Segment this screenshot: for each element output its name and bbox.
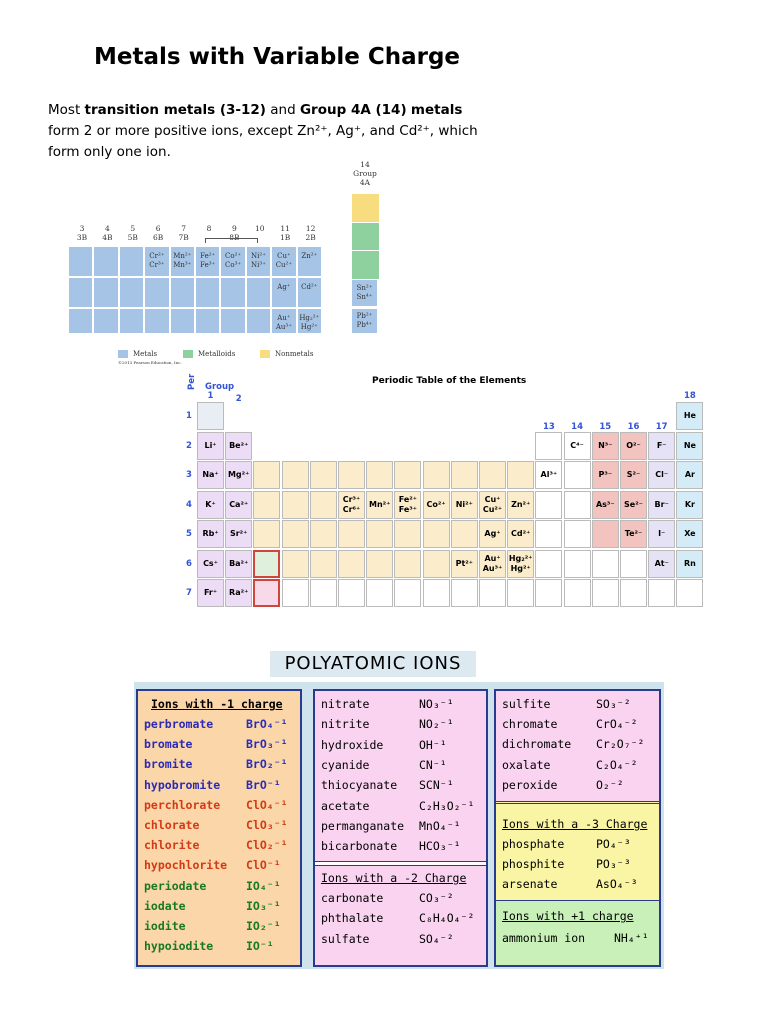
ion-formula: IO₃⁻¹ — [246, 898, 281, 913]
group-number: 18 — [683, 391, 696, 401]
element-f: F⁻ — [648, 432, 675, 460]
element-k: K⁺ — [197, 491, 224, 519]
ion-name: carbonate — [321, 891, 384, 905]
element-rn: Rn — [676, 550, 703, 578]
element-empty — [535, 491, 562, 519]
metal-cell — [170, 277, 195, 308]
ion-label-mn: Mn²⁺ Mn³⁺ — [173, 252, 192, 269]
intro-bold-2: Group 4A (14) — [299, 102, 407, 118]
ion-formula: OH⁻¹ — [419, 737, 447, 752]
group14-header-line: Group — [353, 169, 377, 178]
element-li: Li⁺ — [197, 432, 224, 460]
metal-cell — [195, 334, 220, 336]
ion-formula: ClO₃⁻¹ — [246, 818, 288, 832]
element-sr: Sr²⁺ — [225, 520, 252, 548]
element-na: Na⁺ — [197, 461, 224, 489]
element-cr: Cr³⁺ Cr⁶⁺ — [338, 491, 365, 519]
ion-formula: HCO₃⁻¹ — [419, 839, 461, 854]
element-empty — [564, 520, 591, 548]
group-number: 12 — [305, 224, 316, 233]
element-empty — [423, 520, 450, 548]
ion-formula: BrO₃⁻¹ — [246, 737, 288, 752]
element-ar: Ar — [676, 461, 703, 489]
element-zn: Zn²⁺ — [507, 491, 534, 519]
intro-text-2: and — [265, 102, 300, 118]
periodic-title: Periodic Table of the Elements — [372, 376, 527, 386]
ion-name: chlorite — [144, 838, 200, 853]
group-number: 2 — [235, 394, 242, 404]
metal-cell — [119, 308, 144, 334]
metal-cell — [220, 334, 245, 336]
element-empty — [648, 579, 675, 607]
ion-name: chlorate — [144, 818, 200, 832]
element-empty — [564, 461, 591, 489]
element-p: P³⁻ — [592, 461, 619, 489]
ion-name: sulfite — [502, 697, 551, 711]
ion-label-ni: Ni²⁺ Ni³⁺ — [251, 252, 266, 269]
ion-name: oxalate — [502, 757, 551, 772]
legend-swatch — [183, 350, 193, 358]
period-number: 5 — [186, 529, 192, 539]
metal-cell — [195, 308, 220, 334]
element-cs: Cs⁺ — [197, 550, 224, 578]
ion-formula: CrO₄⁻² — [596, 717, 638, 732]
ion-name: acetate — [321, 798, 370, 813]
group-number: 8 — [206, 224, 212, 233]
ion-formula: CO₃⁻² — [419, 891, 454, 905]
element-empty — [197, 402, 224, 430]
period-number: 2 — [186, 440, 192, 451]
periodic-table — [172, 372, 706, 617]
ion-label-pb: Pb²⁺ Pb⁴⁺ — [351, 308, 378, 334]
metal-cell — [195, 277, 220, 308]
group-label: Group — [205, 382, 235, 392]
intro-text-1: Most — [48, 102, 85, 118]
group-number: 9 — [232, 224, 237, 233]
ion-formula: C₈H₄O₄⁻² — [419, 911, 475, 926]
element-empty — [535, 550, 562, 578]
element-empty — [479, 579, 506, 607]
element-empty — [423, 550, 450, 578]
metal-cell — [68, 246, 93, 277]
ion-name: arsenate — [502, 877, 558, 892]
ion-label-cr: Cr²⁺ Cr³⁺ — [149, 252, 165, 269]
ion-name: dichromate — [502, 737, 572, 752]
ion-name: hypochlorite — [144, 858, 228, 873]
element-empty — [592, 550, 619, 578]
ion-formula: BrO⁻¹ — [246, 777, 281, 792]
ions-column-two-box — [313, 689, 488, 967]
element-empty — [564, 491, 591, 519]
ion-label-co: Co²⁺ Co³⁺ — [225, 252, 242, 269]
element-empty — [253, 579, 280, 607]
element-empty — [620, 579, 647, 607]
metal-cell — [68, 308, 93, 334]
element-br: Br⁻ — [648, 491, 675, 519]
element-empty — [423, 579, 450, 607]
element-empty — [253, 550, 280, 578]
group-subheader: 3B — [76, 233, 88, 242]
metal-cell — [119, 246, 144, 277]
ion-formula: IO⁻¹ — [246, 939, 274, 954]
metalloid-cell — [351, 222, 380, 251]
element-empty — [479, 461, 506, 489]
metal-cell — [170, 308, 195, 334]
ion-formula: NH₄⁺¹ — [614, 931, 649, 945]
ion-name: phosphite — [502, 857, 565, 872]
metal-cell — [119, 277, 144, 308]
ion-formula: ClO₂⁻¹ — [246, 838, 288, 853]
ion-name: periodate — [144, 878, 207, 893]
ion-label-sn: Sn²⁺ Sn⁴⁺ — [351, 279, 378, 307]
ion-name: phosphate — [502, 837, 565, 851]
group-subheader: 4B — [102, 233, 113, 242]
element-empty — [338, 579, 365, 607]
element-mg: Mg²⁺ — [225, 461, 252, 489]
ion-label-hg: Hg₂²⁺ Hg²⁺ — [299, 314, 320, 331]
ion-formula: SCN⁻¹ — [419, 778, 454, 793]
element-empty — [535, 579, 562, 607]
element-as: As³⁻ — [592, 491, 619, 519]
group-number: 5 — [130, 224, 136, 233]
element-empty — [366, 579, 393, 607]
ion-name: bicarbonate — [321, 839, 398, 854]
element-empty — [620, 550, 647, 578]
element-empty — [282, 491, 309, 519]
ion-formula: O₂⁻² — [596, 777, 624, 792]
element-empty — [366, 520, 393, 548]
metal-cell — [144, 334, 169, 336]
period-number: 7 — [186, 588, 192, 598]
element-se: Se²⁻ — [620, 491, 647, 519]
element-empty — [423, 461, 450, 489]
ion-name: hypoiodite — [144, 939, 214, 954]
ion-formula: SO₃⁻² — [596, 697, 631, 711]
element-empty — [507, 579, 534, 607]
element-ra: Ra²⁺ — [225, 579, 252, 607]
group-number: 11 — [280, 224, 290, 233]
period-label: Per — [187, 373, 197, 390]
element-empty — [253, 491, 280, 519]
element-empty — [366, 461, 393, 489]
metal-cell — [144, 308, 169, 334]
element-fr: Fr⁺ — [197, 579, 224, 607]
element-i: I⁻ — [648, 520, 675, 548]
group-subheader: 6B — [153, 233, 164, 242]
ion-formula: ClO₄⁻¹ — [246, 797, 288, 812]
credit-text: ©2013 Pearson Education, Inc. — [118, 360, 182, 365]
ion-name: ammonium ion — [502, 931, 586, 945]
element-empty — [394, 550, 421, 578]
ion-name: iodite — [144, 919, 186, 933]
element-empty — [338, 520, 365, 548]
group-subheader: 1B — [280, 233, 291, 242]
ion-formula: NO₂⁻¹ — [419, 717, 454, 732]
ion-name: peroxide — [502, 777, 558, 792]
group-subheader: 2B — [305, 233, 316, 242]
section-heading: Ions with a -3 Charge — [502, 817, 648, 831]
element-s: S²⁻ — [620, 461, 647, 489]
page-title: Metals with Variable Charge — [94, 44, 461, 70]
element-ne: Ne — [676, 432, 703, 460]
ion-label-cd: Cd²⁺ — [301, 283, 318, 291]
metal-cell — [246, 334, 271, 336]
group-number: 10 — [255, 224, 265, 233]
element-empty — [338, 461, 365, 489]
element-empty — [592, 520, 619, 548]
element-hg: Hg₂²⁺ Hg²⁺ — [507, 550, 534, 578]
group-subheader: 8B — [229, 233, 240, 242]
ion-label-au: Au⁺ Au³⁺ — [275, 314, 292, 331]
element-empty — [394, 461, 421, 489]
element-empty — [507, 461, 534, 489]
bracket-8b — [205, 238, 258, 243]
metal-cell — [220, 308, 245, 334]
element-empty — [338, 550, 365, 578]
element-o: O²⁻ — [620, 432, 647, 460]
group-number: 17 — [655, 421, 668, 432]
element-empty — [282, 579, 309, 607]
element-empty — [564, 550, 591, 578]
intro-text-4: form 2 or more positive ions, except Zn²⁺, Ag⁺, and Cd²⁺, which form only one ion. — [48, 123, 478, 160]
element-empty — [592, 579, 619, 607]
ion-formula: PO₄⁻³ — [596, 837, 631, 851]
ion-name: bromite — [144, 757, 193, 772]
element-empty — [282, 550, 309, 578]
metal-cell — [93, 246, 118, 277]
group14-header-line: 14 — [360, 160, 370, 169]
element-c: C⁴⁻ — [564, 432, 591, 460]
nonmetal-cell — [351, 193, 380, 223]
element-empty — [282, 461, 309, 489]
element-te: Te²⁻ — [620, 520, 647, 548]
element-co: Co²⁺ — [423, 491, 450, 519]
legend-label: Metals — [133, 350, 158, 358]
ion-name: chromate — [502, 717, 558, 732]
ion-formula: NO₃⁻¹ — [419, 697, 454, 711]
intro-bold-3: metals — [410, 102, 463, 118]
ion-name: nitrite — [321, 717, 370, 732]
group-number: 14 — [571, 421, 584, 432]
column-heading: Ions with -1 charge — [151, 697, 283, 711]
ion-label-zn: Zn²⁺ — [301, 252, 318, 260]
element-rb: Rb⁺ — [197, 520, 224, 548]
metal-cell — [93, 308, 118, 334]
metal-cell — [246, 277, 271, 308]
group-number: 15 — [599, 421, 612, 432]
group-number: 4 — [105, 224, 110, 233]
group-subheader: 7B — [178, 233, 189, 242]
element-mn: Mn²⁺ — [366, 491, 393, 519]
element-ni: Ni²⁺ — [451, 491, 478, 519]
ion-name: thiocyanate — [321, 778, 398, 793]
element-al: Al³⁺ — [535, 461, 562, 489]
ion-formula: IO₂⁻¹ — [246, 919, 281, 933]
metal-cell — [170, 334, 195, 336]
element-at: At⁻ — [648, 550, 675, 578]
ion-formula: BrO₄⁻¹ — [246, 717, 288, 731]
element-cu: Cu⁺ Cu²⁺ — [479, 491, 506, 519]
element-ca: Ca²⁺ — [225, 491, 252, 519]
element-empty — [282, 520, 309, 548]
legend-swatch — [260, 350, 270, 358]
period-number: 1 — [186, 411, 192, 421]
element-empty — [451, 579, 478, 607]
metalloid-cell — [351, 250, 380, 280]
ion-formula: SO₄⁻² — [419, 931, 454, 946]
ion-label-cu: Cu⁺ Cu²⁺ — [275, 252, 293, 269]
ion-name: hypobromite — [144, 777, 221, 792]
element-empty — [310, 579, 337, 607]
metal-cell — [68, 334, 93, 336]
element-ba: Ba²⁺ — [225, 550, 252, 578]
legend-label: Nonmetals — [275, 350, 314, 358]
element-empty — [253, 461, 280, 489]
ion-formula: PO₃⁻³ — [596, 857, 631, 872]
polyatomic-title: POLYATOMIC IONS — [270, 651, 476, 677]
ion-name: perbromate — [144, 717, 214, 731]
ion-label-ag: Ag⁺ — [277, 283, 291, 291]
group-number: 13 — [542, 421, 555, 432]
metal-cell — [220, 277, 245, 308]
element-empty — [366, 550, 393, 578]
intro-bold-1: transition metals (3-12) — [84, 102, 266, 118]
ion-name: bromate — [144, 737, 193, 752]
element-empty — [564, 579, 591, 607]
element-empty — [310, 461, 337, 489]
metal-cell — [119, 334, 144, 336]
metal-cell — [68, 277, 93, 308]
period-number: 4 — [186, 499, 192, 510]
ions-column-three-box — [494, 689, 661, 967]
ion-name: hydroxide — [321, 737, 384, 752]
ion-formula: Cr₂O₇⁻² — [596, 737, 645, 752]
divider — [315, 861, 486, 866]
group-number: 7 — [181, 224, 186, 233]
element-empty — [310, 491, 337, 519]
group14-header-line: 4A — [359, 178, 371, 187]
ion-formula: MnO₄⁻¹ — [419, 818, 461, 833]
ion-formula: C₂H₃O₂⁻¹ — [419, 798, 475, 813]
element-empty — [394, 520, 421, 548]
metal-cell — [271, 334, 296, 336]
group-subheader: 5B — [127, 233, 138, 242]
ion-name: iodate — [144, 898, 186, 913]
element-empty — [451, 520, 478, 548]
element-pt: Pt²⁺ — [451, 550, 478, 578]
group-number: 1 — [207, 391, 214, 401]
section-heading: Ions with a -2 Charge — [321, 871, 467, 885]
element-empty — [394, 579, 421, 607]
element-kr: Kr — [676, 491, 703, 519]
period-number: 3 — [186, 470, 192, 480]
ion-formula: ClO⁻¹ — [246, 858, 281, 873]
element-be: Be²⁺ — [225, 432, 252, 460]
metal-cell — [93, 277, 118, 308]
ion-name: phthalate — [321, 911, 384, 926]
ion-formula: C₂O₄⁻² — [596, 757, 638, 772]
metal-cell — [246, 308, 271, 334]
element-empty — [310, 550, 337, 578]
element-empty — [310, 520, 337, 548]
element-ag: Ag⁺ — [479, 520, 506, 548]
metal-cell — [144, 277, 169, 308]
period-number: 6 — [186, 558, 192, 569]
element-au: Au⁺ Au³⁺ — [479, 550, 506, 578]
ion-name: perchlorate — [144, 797, 221, 812]
metal-cell — [297, 334, 322, 336]
group-number: 16 — [627, 421, 640, 432]
element-cd: Cd²⁺ — [507, 520, 534, 548]
ion-formula: CN⁻¹ — [419, 757, 447, 772]
ion-name: cyanide — [321, 757, 370, 772]
section-heading: Ions with +1 charge — [502, 909, 634, 923]
ion-formula: BrO₂⁻¹ — [246, 757, 288, 772]
element-empty — [535, 432, 562, 460]
element-empty — [451, 461, 478, 489]
element-he: He — [676, 402, 703, 430]
legend-swatch — [118, 350, 128, 358]
ion-formula: AsO₄⁻³ — [596, 877, 638, 892]
element-empty — [676, 579, 703, 607]
element-n: N³⁻ — [592, 432, 619, 460]
ions-minus-one-box — [136, 689, 302, 967]
element-empty — [253, 520, 280, 548]
ion-name: sulfate — [321, 931, 370, 946]
element-xe: Xe — [676, 520, 703, 548]
ion-name: nitrate — [321, 697, 370, 711]
variable-charge-table — [68, 160, 398, 370]
ion-name: permanganate — [321, 818, 405, 833]
legend-label: Metalloids — [198, 350, 236, 358]
ion-label-fe: Fe²⁺ Fe³⁺ — [200, 252, 216, 269]
group-number: 6 — [155, 224, 161, 233]
group-number: 3 — [79, 224, 85, 233]
intro-paragraph — [48, 100, 488, 163]
ion-formula: IO₄⁻¹ — [246, 878, 281, 893]
metal-cell — [93, 334, 118, 336]
element-cl: Cl⁻ — [648, 461, 675, 489]
element-empty — [535, 520, 562, 548]
element-fe: Fe²⁺ Fe³⁺ — [394, 491, 421, 519]
